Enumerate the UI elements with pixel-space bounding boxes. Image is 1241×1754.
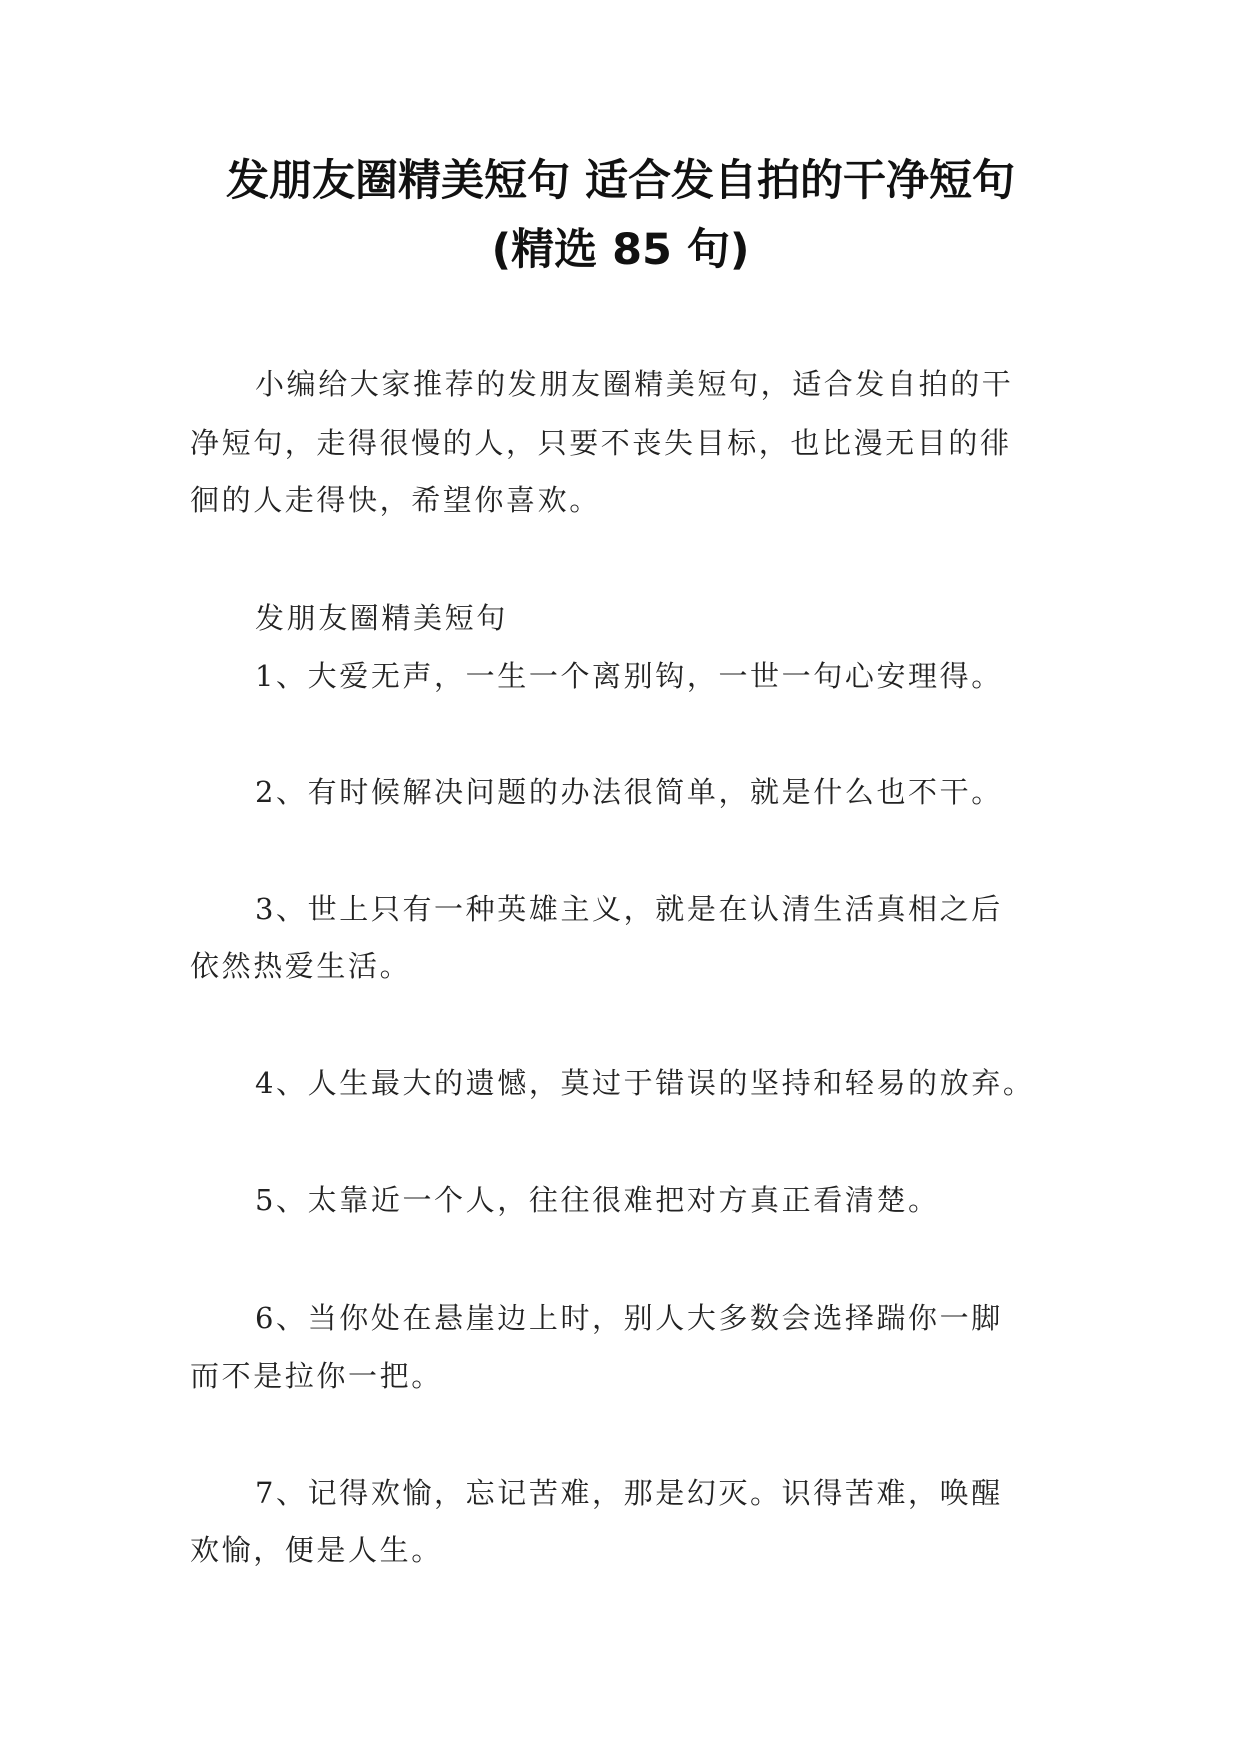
list-item-1: 1、大爱无声，一生一个离别钩，一世一句心安理得。 <box>255 659 1003 693</box>
document-title-line-2: (精选 85 句) <box>491 225 750 275</box>
list-item-5: 5、太靠近一个人，往往很难把对方真正看清楚。 <box>255 1183 940 1217</box>
document-title-line-1: 发朋友圈精美短句 适合发自拍的干净短句 <box>226 156 1015 206</box>
list-item-3-line-1: 3、世上只有一种英雄主义，就是在认清生活真相之后 <box>255 892 1003 926</box>
list-item-7-line-1: 7、记得欢愉，忘记苦难，那是幻灭。识得苦难，唤醒 <box>255 1476 1003 1510</box>
list-item-6-line-2: 而不是拉你一把。 <box>190 1359 443 1393</box>
intro-paragraph-line-3: 徊的人走得快，希望你喜欢。 <box>190 483 601 517</box>
list-item-6-line-1: 6、当你处在悬崖边上时，别人大多数会选择踹你一脚 <box>255 1301 1003 1335</box>
intro-paragraph-line-1: 小编给大家推荐的发朋友圈精美短句，适合发自拍的干 <box>255 367 1014 401</box>
list-item-3-line-2: 依然热爱生活。 <box>190 949 412 983</box>
section-heading: 发朋友圈精美短句 <box>255 601 508 635</box>
intro-paragraph-line-2: 净短句，走得很慢的人，只要不丧失目标，也比漫无目的徘 <box>190 426 1012 460</box>
list-item-7-line-2: 欢愉，便是人生。 <box>190 1533 443 1567</box>
list-item-4: 4、人生最大的遗憾，莫过于错误的坚持和轻易的放弃。 <box>255 1066 1035 1100</box>
list-item-2: 2、有时候解决问题的办法很简单，就是什么也不干。 <box>255 775 1003 809</box>
